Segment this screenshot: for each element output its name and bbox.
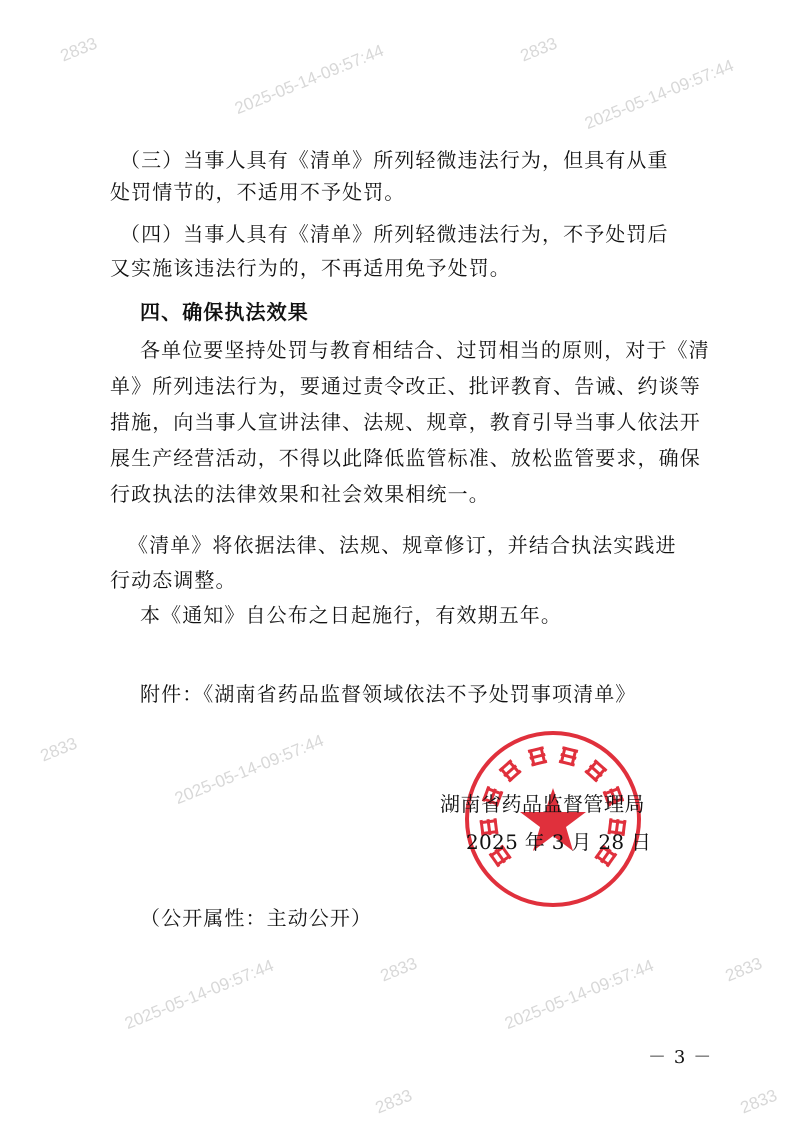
paragraph-line: 各单位要坚持处罚与教育相结合、过罚相当的原则，对于《清 bbox=[140, 338, 710, 362]
watermark-id: 2833 bbox=[517, 33, 560, 66]
disclosure-attribute: （公开属性：主动公开） bbox=[140, 906, 373, 930]
watermark-id: 2833 bbox=[37, 733, 80, 766]
paragraph-line: （四）当事人具有《清单》所列轻微违法行为，不予处罚后 bbox=[120, 222, 669, 246]
paragraph-line: 行动态调整。 bbox=[110, 568, 237, 592]
paragraph-line: 措施，向当事人宣讲法律、法规、规章，教育引导当事人依法开 bbox=[110, 410, 701, 434]
watermark-id: 2833 bbox=[377, 953, 420, 986]
paragraph-line: 处罚情节的，不适用不予处罚。 bbox=[110, 180, 406, 204]
paragraph-line: 《清单》将依据法律、法规、规章修订，并结合执法实践进 bbox=[128, 533, 677, 557]
watermark-timestamp: 2025-05-14-09:57:44 bbox=[122, 955, 277, 1034]
seal-glyph bbox=[559, 746, 579, 766]
watermark-id: 2833 bbox=[372, 1085, 415, 1118]
paragraph-line: （三）当事人具有《清单》所列轻微违法行为，但具有从重 bbox=[120, 148, 669, 172]
watermark-timestamp: 2025-05-14-09:57:44 bbox=[502, 955, 657, 1034]
seal-glyph bbox=[584, 759, 607, 782]
watermark-id: 2833 bbox=[737, 1085, 780, 1118]
seal-glyph bbox=[498, 759, 521, 782]
paragraph-line: 单》所列违法行为，要通过责令改正、批评教育、告诫、约谈等 bbox=[110, 374, 701, 398]
paragraph-line: 又实施该违法行为的，不再适用免予处罚。 bbox=[110, 256, 511, 280]
watermark-timestamp: 2025-05-14-09:57:44 bbox=[232, 40, 387, 119]
watermark-timestamp: 2025-05-14-09:57:44 bbox=[172, 730, 327, 809]
page-number: － 3 － bbox=[648, 1047, 713, 1068]
watermark-id: 2833 bbox=[722, 953, 765, 986]
seal-glyph bbox=[528, 746, 548, 766]
watermark-timestamp: 2025-05-14-09:57:44 bbox=[582, 55, 737, 134]
section-heading: 四、确保执法效果 bbox=[140, 300, 309, 324]
paragraph-line: 展生产经营活动，不得以此降低监管标准、放松监管要求，确保 bbox=[110, 446, 701, 470]
attachment-line: 附件：《湖南省药品监督领域依法不予处罚事项清单》 bbox=[140, 682, 637, 706]
watermark-id: 2833 bbox=[57, 33, 100, 66]
official-seal bbox=[462, 728, 644, 910]
paragraph-line: 本《通知》自公布之日起施行，有效期五年。 bbox=[140, 603, 562, 627]
issue-date: 2025 年 3 月 28 日 bbox=[466, 830, 652, 854]
paragraph-line: 行政执法的法律效果和社会效果相统一。 bbox=[110, 482, 490, 506]
issuing-organization: 湖南省药品监督管理局 bbox=[440, 792, 645, 816]
